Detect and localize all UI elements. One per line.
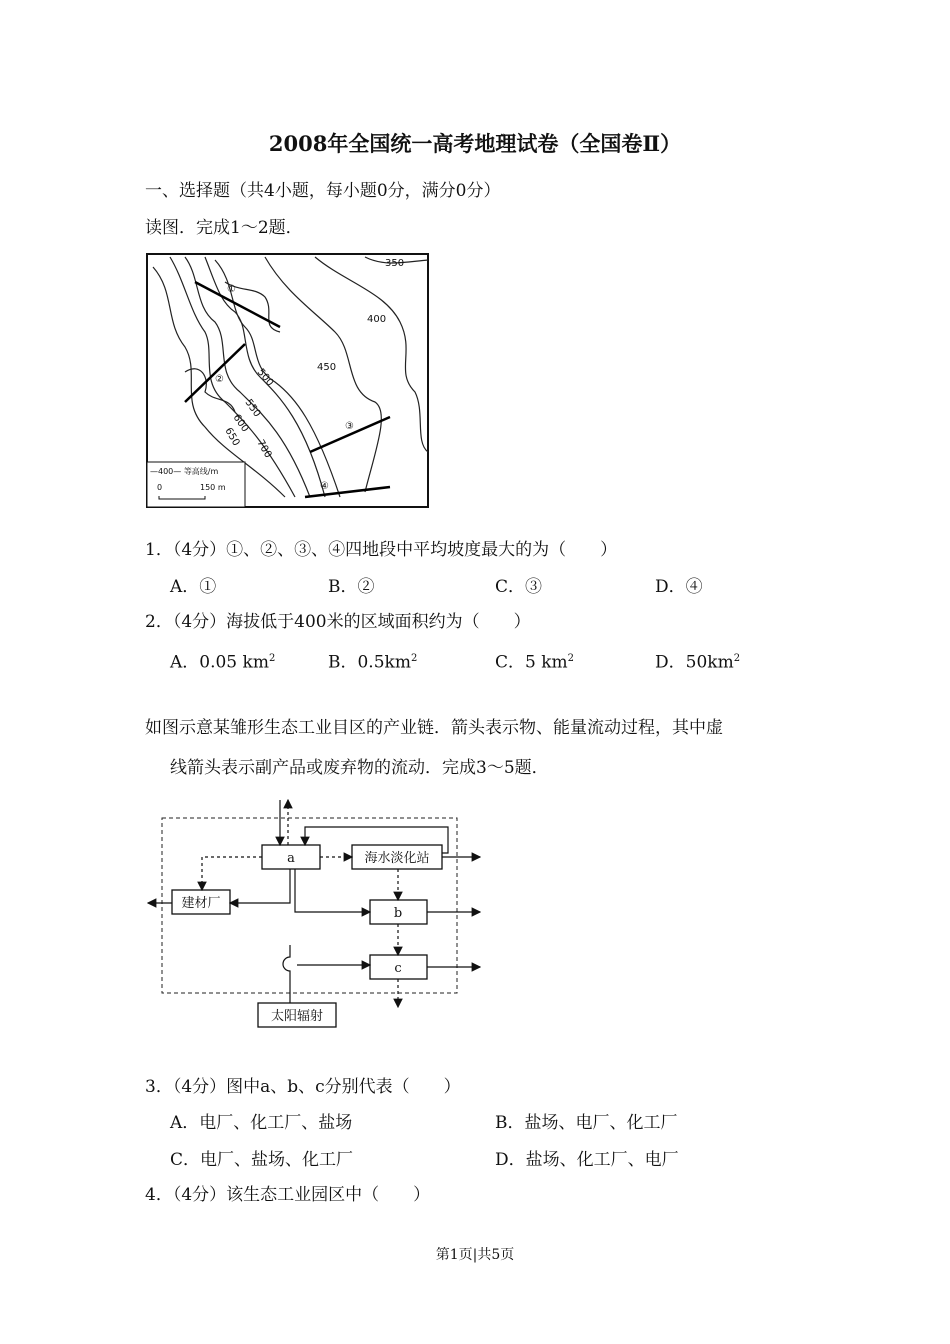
scale-zero: 0 bbox=[157, 483, 163, 492]
q2-option-a: A．0.05 $km^2$ bbox=[170, 652, 276, 673]
contour-600: 600 bbox=[230, 412, 251, 435]
contour-450: 450 bbox=[317, 362, 337, 373]
label-b: b bbox=[393, 906, 403, 921]
scale-label: 150 m bbox=[200, 483, 226, 492]
intro-q1-2: 读图．完成1～2题． bbox=[145, 218, 303, 238]
page-footer: 第1页|共5页 bbox=[435, 1247, 515, 1263]
contour-400: 400 bbox=[367, 314, 387, 325]
contour-550: 550 bbox=[242, 397, 263, 420]
q2-option-c: C．5 $km^2$ bbox=[495, 652, 575, 673]
q3-option-c: C．电厂、盐场、化工厂 bbox=[170, 1150, 354, 1170]
q3-stem: 3．（4分）图中a、b、c分别代表（ ） bbox=[145, 1077, 461, 1097]
q3-option-d: D．盐场、化工厂、电厂 bbox=[495, 1150, 679, 1170]
q1-stem: 1．（4分）①、②、③、④四地段中平均坡度最大的为（ ） bbox=[145, 540, 618, 560]
label-building: 建材厂 bbox=[181, 896, 221, 911]
q4-stem: 4．（4分）该生态工业园区中（ ） bbox=[145, 1185, 431, 1205]
exam-title: 2008年全国统一高考地理试卷（全国卷Ⅱ） bbox=[268, 131, 682, 156]
q2-stem: 2．（4分）海拔低于400米的区域面积约为（ ） bbox=[145, 612, 531, 632]
contour-350: 350 bbox=[385, 258, 405, 269]
map-legend: —400— 等高线/m bbox=[150, 467, 219, 476]
q1-option-b: B．② bbox=[328, 577, 375, 597]
label-desal: 海水淡化站 bbox=[364, 851, 430, 866]
contour-500: 500 bbox=[254, 366, 276, 389]
q2-option-d: D．$50km^2$ bbox=[655, 652, 741, 673]
contour-700: 700 bbox=[254, 438, 274, 461]
q2-option-b: B．$0.5km^2$ bbox=[328, 652, 418, 673]
seg-label-4: ④ bbox=[320, 481, 329, 492]
label-solar: 太阳辐射 bbox=[270, 1009, 324, 1024]
industry-chain-diagram bbox=[140, 795, 490, 1035]
q3-option-b: B．盐场、电厂、化工厂 bbox=[495, 1113, 678, 1133]
seg-label-1: ① bbox=[227, 284, 236, 295]
seg-label-3: ③ bbox=[345, 421, 354, 432]
label-a: a bbox=[287, 851, 295, 866]
contour-650: 650 bbox=[222, 426, 242, 449]
q1-option-d: D．④ bbox=[655, 577, 703, 597]
q3-option-a: A．电厂、化工厂、盐场 bbox=[170, 1113, 353, 1133]
q1-option-a: A．① bbox=[170, 577, 217, 597]
contour-map bbox=[145, 252, 430, 510]
intro-q3-5-line2: 线箭头表示副产品或废弃物的流动．完成3～5题． bbox=[170, 758, 549, 778]
intro-q3-5-line1: 如图示意某雏形生态工业目区的产业链．箭头表示物、能量流动过程，其中虚 bbox=[145, 718, 723, 738]
label-c: c bbox=[394, 961, 402, 976]
q1-option-c: C．③ bbox=[495, 577, 543, 597]
seg-label-2: ② bbox=[215, 374, 224, 385]
section-heading: 一、选择题（共4小题，每小题0分，满分0分） bbox=[145, 181, 501, 201]
